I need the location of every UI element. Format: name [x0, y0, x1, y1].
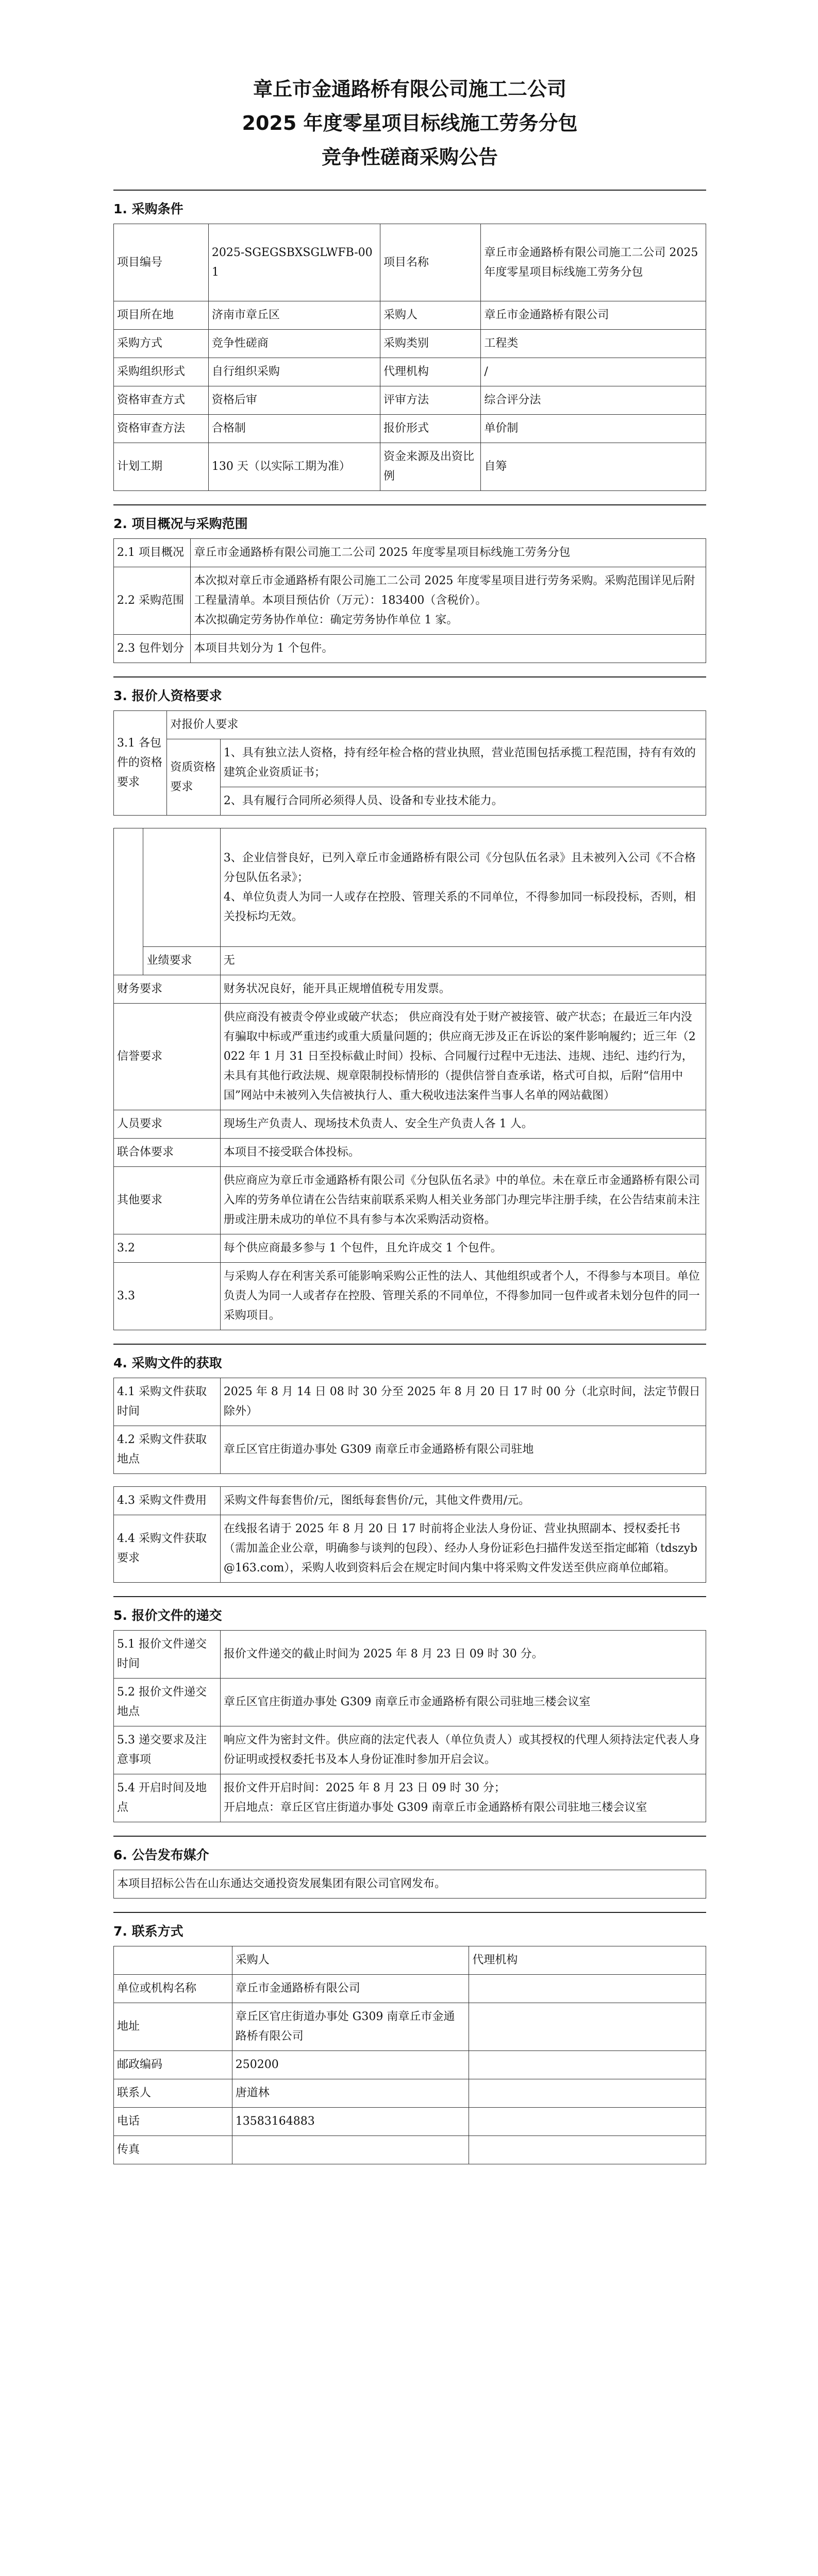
document-titles: [113, 72, 706, 174]
cell-label: 单位或机构名称: [114, 1975, 232, 2003]
cell-blank: [114, 1946, 232, 1975]
publication-media-table: [113, 1870, 706, 1899]
cell-label: 邮政编码: [114, 2051, 232, 2079]
table-row: [114, 386, 706, 415]
project-overview-table: [113, 538, 706, 663]
cell-label: 电话: [114, 2108, 232, 2136]
table-row: [114, 415, 706, 443]
cell-value: 供应商没有被责令停业或破产状态； 供应商没有处于财产被接管、破产状态；在最近三年内没有骗取中标或严重违约或重大质量问题的；供应商无涉及正在诉讼的案件影响履约；近三年（2022 年 1 月 31 日至投标截止时间）投标、合同履行过程中无违法、违规、违纪、违约行为，未具有其他行政法规、规章限制投标情形的（提供信誉自查承诺，格式可自拟，后附“信用中国”网站中未被列入失信被执行人、重大税收违法案件当事人名单的网站截图）: [220, 1004, 706, 1110]
table-row: [114, 1774, 706, 1822]
table-row: [114, 1726, 706, 1774]
cell-value: 响应文件为密封文件。供应商的法定代表人（单位负责人）或其授权的代理人须持法定代表人身份证明或授权委托书及本人身份证准时参加开启会议。: [220, 1726, 706, 1774]
cell-value: 章丘市金通路桥有限公司: [481, 301, 706, 330]
table-row: [114, 1631, 706, 1679]
cell-label: 资金来源及出资比例: [380, 443, 481, 491]
table-row: [114, 443, 706, 491]
cell-label: 5.4 开启时间及地点: [114, 1774, 221, 1822]
document-acquisition-table-b: [113, 1486, 706, 1583]
cell-label: 3.3: [114, 1263, 221, 1330]
cell-value: 报价文件递交的截止时间为 2025 年 8 月 23 日 09 时 30 分。: [220, 1631, 706, 1679]
table-row: [114, 1110, 706, 1139]
cell-value: 竞争性磋商: [208, 330, 380, 358]
cell-value: 本项目共划分为 1 个包件。: [191, 635, 706, 663]
table-row: [114, 1946, 706, 1975]
cell-value: 单价制: [481, 415, 706, 443]
cell-label: 联系人: [114, 2079, 232, 2108]
cell-value: [469, 2003, 706, 2051]
cell-value: 2、具有履行合同所必须得人员、设备和专业技术能力。: [220, 787, 706, 816]
scope-text: 本次拟对章丘市金通路桥有限公司施工二公司 2025 年度零星项目进行劳务采购。采购范围详见后附工程量清单。本项目预估价（万元）：183400（含税价）。: [194, 574, 695, 607]
cell-value: 合格制: [208, 415, 380, 443]
cell-blank: [143, 828, 220, 947]
cell-label: 采购方式: [114, 330, 209, 358]
project-title: 2025 年度零星项目标线施工劳务分包: [242, 112, 578, 134]
section-7-heading: 7. 联系方式: [113, 1912, 706, 1946]
cell-blank: [114, 828, 143, 975]
cell-value: 现场生产负责人、现场技术负责人、安全生产负责人各 1 人。: [220, 1110, 706, 1139]
table-row: [114, 2136, 706, 2164]
cell-value: 本项目招标公告在山东通达交通投资发展集团有限公司官网发布。: [114, 1870, 706, 1899]
cell-value: [191, 567, 706, 635]
cell-label: 人员要求: [114, 1110, 221, 1139]
cell-value: 本项目不接受联合体投标。: [220, 1139, 706, 1167]
table-row: [114, 2079, 706, 2108]
table-row: [114, 2051, 706, 2079]
cell-value: 章丘区官庄街道办事处 G309 南章丘市金通路桥有限公司驻地: [220, 1426, 706, 1474]
announcement-title: 竞争性磋商采购公告: [321, 146, 498, 168]
table-row: [114, 539, 706, 567]
cell-value: 无: [220, 947, 706, 975]
cell-value: /: [481, 358, 706, 386]
table-row: [114, 1167, 706, 1234]
cell-label: 对报价人要求: [167, 711, 706, 739]
cell-label: 资格审查方式: [114, 386, 209, 415]
section-6-heading: 6. 公告发布媒介: [113, 1836, 706, 1870]
table-row: [114, 2003, 706, 2051]
cell-label: 5.1 报价文件递交时间: [114, 1631, 221, 1679]
table-row: [114, 1234, 706, 1263]
cell-value: [220, 1774, 706, 1822]
cell-value: 唐道林: [232, 2079, 469, 2108]
cell-value: 章丘市金通路桥有限公司: [232, 1975, 469, 2003]
cell-label: 2.1 项目概况: [114, 539, 191, 567]
table-row: [114, 567, 706, 635]
cell-value: 章丘区官庄街道办事处 G309 南章丘市金通路桥有限公司驻地三楼会议室: [220, 1679, 706, 1726]
table-row: [114, 1515, 706, 1583]
req-item-3: 3、企业信誉良好，已列入章丘市金通路桥有限公司《分包队伍名录》且未被列入公司《不合格分包队伍名录》；: [223, 851, 696, 884]
cell-value: 资格后审: [208, 386, 380, 415]
table-row: [114, 358, 706, 386]
column-header: 采购人: [232, 1946, 469, 1975]
table-row: [114, 224, 706, 301]
procurement-conditions-table: [113, 224, 706, 491]
cell-label: 资格审查方法: [114, 415, 209, 443]
qualification-table-a: [113, 710, 706, 816]
cell-value: 采购文件每套售价/元，图纸每套售价/元，其他文件费用/元。: [220, 1487, 706, 1515]
quotation-submission-table: [113, 1630, 706, 1822]
cell-label: 地址: [114, 2003, 232, 2051]
cell-value: 供应商应为章丘市金通路桥有限公司《分包队伍名录》中的单位。未在章丘市金通路桥有限公司入库的劳务单位请在公告结束前联系采购人相关业务部门办理完毕注册手续，在公告结束前未注册或注册未成功的单位不具有参与本次采购活动资格。: [220, 1167, 706, 1234]
table-row: [114, 1679, 706, 1726]
table-row: [114, 635, 706, 663]
cell-value: 财务状况良好，能开具正规增值税专用发票。: [220, 975, 706, 1004]
table-row: [114, 1378, 706, 1426]
cell-value: [220, 828, 706, 947]
cell-label: 其他要求: [114, 1167, 221, 1234]
cell-label: 信誉要求: [114, 1004, 221, 1110]
cell-value: 自筹: [481, 443, 706, 491]
column-header: 代理机构: [469, 1946, 706, 1975]
opening-time: 报价文件开启时间：2025 年 8 月 23 日 09 时 30 分；: [223, 1782, 506, 1794]
cell-value: 130 天（以实际工期为准）: [208, 443, 380, 491]
cell-label: 5.2 报价文件递交地点: [114, 1679, 221, 1726]
table-row: [114, 947, 706, 975]
cell-label: 代理机构: [380, 358, 481, 386]
cell-value: 工程类: [481, 330, 706, 358]
table-row: [114, 1263, 706, 1330]
scope-text-units: 本次拟确定劳务协作单位：确定劳务协作单位 1 家。: [194, 614, 458, 626]
announcement-page: [113, 72, 706, 2164]
cell-label: 5.3 递交要求及注意事项: [114, 1726, 221, 1774]
cell-value: 综合评分法: [481, 386, 706, 415]
cell-label: 4.4 采购文件获取要求: [114, 1515, 221, 1583]
document-acquisition-table-a: [113, 1378, 706, 1474]
table-row: [114, 330, 706, 358]
cell-value: 济南市章丘区: [208, 301, 380, 330]
req-item-4: 4、单位负责人为同一人或存在控股、管理关系的不同单位，不得参加同一标段投标，否则，相关投标均无效。: [223, 890, 696, 923]
table-row: [114, 1426, 706, 1474]
cell-label: 传真: [114, 2136, 232, 2164]
cell-value: [469, 2136, 706, 2164]
cell-label: 评审方法: [380, 386, 481, 415]
section-4-heading: 4. 采购文件的获取: [113, 1344, 706, 1378]
cell-label: 4.1 采购文件获取时间: [114, 1378, 221, 1426]
opening-place: 开启地点：章丘区官庄街道办事处 G309 南章丘市金通路桥有限公司驻地三楼会议室: [223, 1801, 647, 1814]
cell-value: 2025-SGEGSBXSGLWFB-001: [208, 224, 380, 301]
company-title: 章丘市金通路桥有限公司施工二公司: [253, 78, 566, 100]
cell-value: 1、具有独立法人资格，持有经年检合格的营业执照，营业范围包括承揽工程范围，持有有效的建筑企业资质证书；: [220, 739, 706, 787]
cell-label: 采购人: [380, 301, 481, 330]
section-2-heading: 2. 项目概况与采购范围: [113, 504, 706, 538]
cell-value: 在线报名请于 2025 年 8 月 20 日 17 时前将企业法人身份证、营业执照副本、授权委托书（需加盖企业公章，明确参与谈判的包段）、经办人身份证彩色扫描件发送至指定邮箱（tdszyb@163.com），采购人收到资料后会在规定时间内集中将采购文件发送至供应商单位邮箱。: [220, 1515, 706, 1583]
cell-label: 2.3 包件划分: [114, 635, 191, 663]
cell-label: 资质资格要求: [167, 739, 220, 816]
table-row: [114, 739, 706, 787]
cell-value: [469, 1975, 706, 2003]
cell-value: 与采购人存在利害关系可能影响采购公正性的法人、其他组织或者个人，不得参与本项目。单位负责人为同一人或者存在控股、管理关系的不同单位，不得参加同一包件或者未划分包件的同一采购项目。: [220, 1263, 706, 1330]
cell-value: 章丘市金通路桥有限公司施工二公司 2025 年度零星项目标线施工劳务分包: [191, 539, 706, 567]
table-row: [114, 1975, 706, 2003]
cell-value: 自行组织采购: [208, 358, 380, 386]
cell-label: 联合体要求: [114, 1139, 221, 1167]
cell-label: 4.3 采购文件费用: [114, 1487, 221, 1515]
cell-label: 采购组织形式: [114, 358, 209, 386]
table-row: [114, 301, 706, 330]
cell-value: 2025 年 8 月 14 日 08 时 30 分至 2025 年 8 月 20 日 17 时 00 分（北京时间，法定节假日除外）: [220, 1378, 706, 1426]
cell-label: 报价形式: [380, 415, 481, 443]
cell-value: [232, 2136, 469, 2164]
table-row: [114, 1139, 706, 1167]
cell-value: [469, 2079, 706, 2108]
table-row: [114, 1487, 706, 1515]
cell-label: 财务要求: [114, 975, 221, 1004]
cell-label: 项目所在地: [114, 301, 209, 330]
section-3-heading: 3. 报价人资格要求: [113, 676, 706, 710]
cell-label: 采购类别: [380, 330, 481, 358]
cell-value: 每个供应商最多参与 1 个包件，且允许成交 1 个包件。: [220, 1234, 706, 1263]
table-row: [114, 975, 706, 1004]
cell-value: 章丘区官庄街道办事处 G309 南章丘市金通路桥有限公司: [232, 2003, 469, 2051]
cell-label: 项目编号: [114, 224, 209, 301]
table-row: [114, 711, 706, 739]
table-row: [114, 1870, 706, 1899]
cell-value: [469, 2051, 706, 2079]
table-row: [114, 1004, 706, 1110]
cell-label: 3.1 各包件的资格要求: [114, 711, 167, 816]
cell-value: 13583164883: [232, 2108, 469, 2136]
section-5-heading: 5. 报价文件的递交: [113, 1596, 706, 1630]
qualification-table-b: [113, 828, 706, 1330]
contact-table: [113, 1946, 706, 2164]
table-row: [114, 2108, 706, 2136]
cell-value: 章丘市金通路桥有限公司施工二公司 2025 年度零星项目标线施工劳务分包: [481, 224, 706, 301]
cell-value: 250200: [232, 2051, 469, 2079]
table-row: [114, 828, 706, 947]
cell-value: [469, 2108, 706, 2136]
cell-label: 2.2 采购范围: [114, 567, 191, 635]
cell-label: 计划工期: [114, 443, 209, 491]
cell-label: 项目名称: [380, 224, 481, 301]
cell-label: 业绩要求: [143, 947, 220, 975]
cell-label: 3.2: [114, 1234, 221, 1263]
section-1-heading: 1. 采购条件: [113, 190, 706, 224]
cell-label: 4.2 采购文件获取地点: [114, 1426, 221, 1474]
